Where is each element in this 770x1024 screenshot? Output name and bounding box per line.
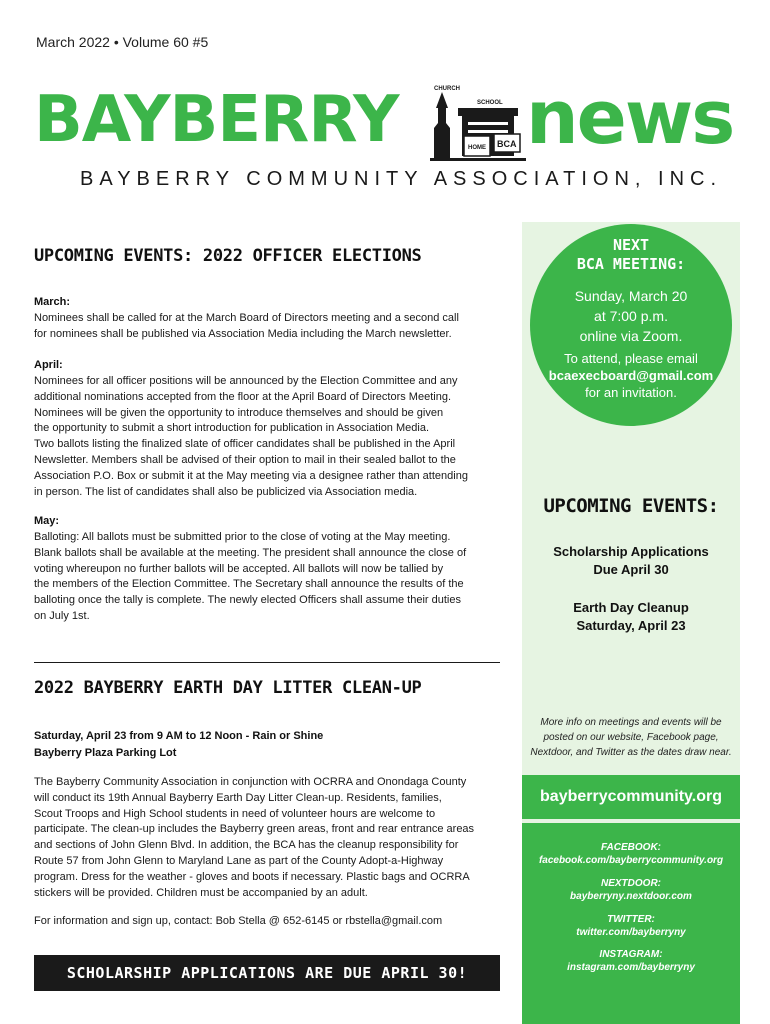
may-line: Balloting: All ballots must be submitted prior to the close of voting at the May meeting. [34, 531, 451, 543]
meeting-time: at 7:00 p.m. [594, 308, 668, 324]
april-line: additional nominations accepted from the floor at the April Board of Directors Meeting. [34, 390, 452, 403]
meeting-attend-text: To attend, please email [564, 351, 698, 366]
april-line: Nominees for all officer positions will be announced by the Election Committee and any [34, 375, 458, 387]
earthday-heading: 2022 BAYBERRY EARTH DAY LITTER CLEAN-UP [34, 678, 422, 698]
earthday-line: participate. The clean-up includes the Bayberry green areas, front and rear entrance areas [34, 823, 475, 836]
masthead-news: news [526, 75, 734, 161]
meeting-title-line: NEXT [612, 236, 650, 254]
meeting-title [530, 236, 732, 274]
april-line: Two ballots listing the finalized slate of officer candidates shall be published in the April [34, 438, 456, 451]
earthday-paragraph [34, 775, 500, 901]
meeting-when [530, 286, 732, 346]
more-info-line: More info on meetings and events will be [540, 717, 722, 728]
event-earthday-title: Earth Day Cleanup [573, 600, 689, 615]
may-line: Blank ballots shall be available at the meeting. The president shall announce the close of [34, 546, 467, 559]
march-label: March: [34, 296, 71, 308]
logo-bca-label: BCA [497, 139, 517, 149]
earthday-line: The Bayberry Community Association in conjunction with OCRRA and Onondaga County [34, 776, 467, 788]
social-links-panel [522, 823, 740, 1024]
logo-church-label: CHURCH [434, 86, 460, 92]
facebook-label: FACEBOOK: [601, 842, 661, 853]
may-line: on July 1st. [34, 609, 90, 622]
earthday-where: Bayberry Plaza Parking Lot [34, 747, 177, 759]
earthday-contact: For information and sign up, contact: Bob Stella @ 652-6145 or rbstella@gmail.com [34, 915, 443, 927]
earthday-line: stickers will be provided. Children must be accompanied by an adult. [34, 886, 368, 899]
earthday-when: Saturday, April 23 from 9 AM to 12 Noon - Rain or Shine [34, 730, 324, 742]
scholarship-banner: SCHOLARSHIP APPLICATIONS ARE DUE APRIL 30! [34, 955, 500, 991]
upcoming-events-heading: UPCOMING EVENTS: [543, 495, 719, 517]
instagram-link[interactable]: instagram.com/bayberryny [567, 962, 695, 973]
earthday-line: program. Dress for the weather - gloves and boots if necessary. Plastic bags and OCRRA [34, 870, 470, 883]
march-paragraph [34, 311, 500, 343]
meeting-date: Sunday, March 20 [574, 288, 688, 304]
earthday-when-where [34, 728, 323, 762]
meeting-invite-text: for an invitation. [585, 385, 677, 400]
may-paragraph [34, 530, 500, 625]
april-line: Newsletter. Members shall be advised of their option to mail in their sealed ballot to the [34, 453, 456, 466]
april-line: Association P.O. Box or submit it at the May meeting via a designee rather than attending [34, 469, 468, 482]
section-divider [34, 662, 500, 663]
april-line: the opportunity to submit a short introduction for publication in Association Media. [34, 422, 430, 435]
event-scholarship-title: Scholarship Applications [553, 544, 709, 559]
may-line: the members of the Election Committee. The Secretary shall announce the results of the [34, 578, 464, 591]
may-line: balloting once the tally is complete. The newly elected Officers shall assume their duties [34, 594, 461, 607]
april-line: Nominees will be given the opportunity to introduce themselves and should be given [34, 406, 444, 419]
april-line: in person. The list of candidates shall also be publicized via Association media. [34, 485, 418, 498]
logo-school-label: SCHOOL [477, 100, 503, 106]
earthday-line: Route 57 from John Glenn to Maryland Lane as part of the County Adopt-a-Highway [34, 854, 444, 867]
event-earthday-date: Saturday, April 23 [576, 618, 686, 633]
march-line: for nominees shall be published via Association Media including the March newsletter. [34, 327, 452, 340]
association-subtitle: BAYBERRY COMMUNITY ASSOCIATION, INC. [80, 168, 723, 190]
elections-heading: UPCOMING EVENTS: 2022 OFFICER ELECTIONS [34, 246, 422, 266]
twitter-link[interactable]: twitter.com/bayberryny [576, 927, 686, 938]
march-line: Nominees shall be called for at the March Board of Directors meeting and a second call [34, 312, 459, 324]
issue-line: March 2022 • Volume 60 #5 [36, 34, 209, 50]
more-info-line: Nextdoor, and Twitter as the dates draw near. [530, 747, 732, 758]
may-label: May: [34, 515, 60, 527]
nextdoor-link[interactable]: bayberryny.nextdoor.com [570, 891, 692, 902]
meeting-title-line: BCA MEETING: [576, 255, 686, 273]
earthday-line: will conduct its 19th Annual Bayberry Earth Day Litter Clean-up. Residents, families, [34, 791, 442, 804]
event-scholarship [522, 543, 740, 579]
facebook-link[interactable]: facebook.com/bayberrycommunity.org [538, 855, 724, 866]
april-label: April: [34, 359, 63, 371]
meeting-venue: online via Zoom. [579, 328, 683, 344]
earthday-line: Scout Troops and High School students in need of volunteer hours are welcome to [34, 807, 436, 820]
meeting-email-link[interactable]: bcaexecboard@gmail.com [548, 368, 714, 383]
next-meeting-bubble [530, 224, 732, 426]
earthday-line: and sections of John Glenn Blvd. In addition, the BCA has the cleanup responsibility for [34, 839, 459, 852]
event-scholarship-date: Due April 30 [593, 562, 669, 577]
instagram-label: INSTAGRAM: [599, 949, 663, 960]
nextdoor-label: NEXTDOOR: [601, 878, 661, 889]
april-paragraph [34, 374, 500, 500]
logo-home-label: HOME [468, 145, 486, 151]
more-info-line: posted on our website, Facebook page, [543, 732, 719, 743]
more-info-note [530, 715, 732, 760]
event-earthday [522, 599, 740, 635]
masthead [34, 75, 744, 168]
community-buildings-logo [394, 78, 534, 168]
may-line: voting whereupon no further ballots will be accepted. All ballots will now be tallied by [34, 562, 444, 575]
masthead-bayberry: BAYBERRY [34, 83, 399, 157]
website-link[interactable]: bayberrycommunity.org [522, 775, 740, 819]
twitter-label: TWITTER: [607, 914, 655, 925]
